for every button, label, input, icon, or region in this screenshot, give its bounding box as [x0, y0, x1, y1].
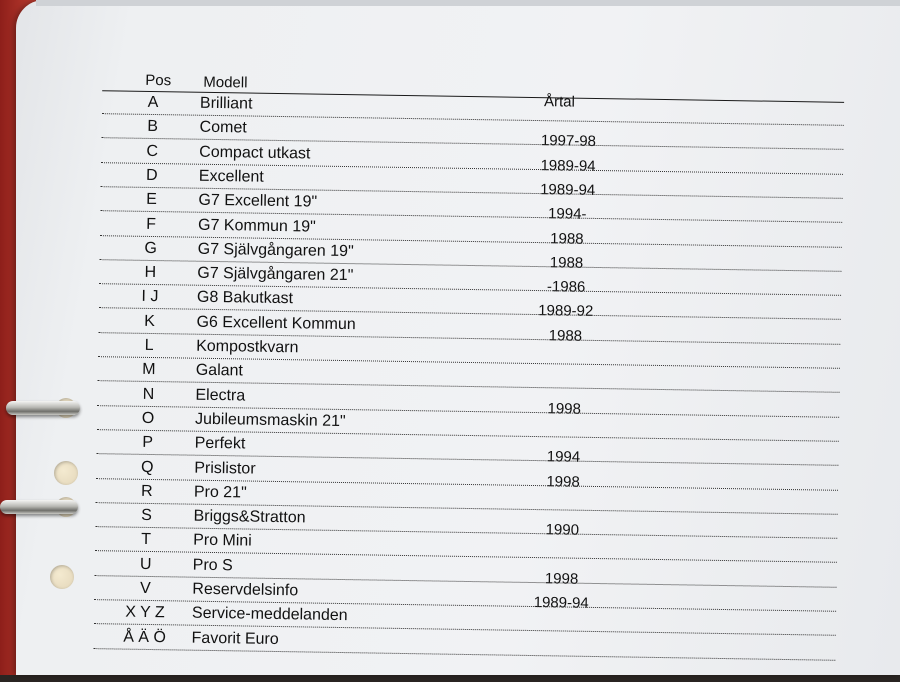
- row-modell: Pro Mini: [192, 532, 252, 550]
- row-pos: I J: [141, 288, 159, 306]
- row-modell: G8 Bakutkast: [196, 289, 294, 308]
- row-artal: 1994-: [547, 205, 587, 223]
- row-pos: M: [142, 361, 156, 379]
- row-artal: 1989-94: [540, 156, 596, 175]
- row-pos: F: [146, 215, 157, 233]
- row-modell: Prislistor: [194, 459, 256, 478]
- header-artal: Årtal: [543, 93, 576, 111]
- row-modell: Pro S: [192, 556, 233, 574]
- row-modell: Brilliant: [199, 94, 253, 113]
- row-artal: [496, 642, 626, 644]
- row-modell: G7 Kommun 19": [197, 216, 316, 236]
- row-artal: [498, 496, 628, 498]
- row-pos: Å Ä Ö: [123, 628, 167, 646]
- row-pos: R: [140, 482, 153, 500]
- row-artal: 1988: [548, 326, 583, 345]
- row-pos: N: [142, 385, 155, 403]
- row-modell: Kompostkvarn: [196, 337, 299, 357]
- row-modell: Excellent: [198, 167, 264, 186]
- row-pos: T: [141, 531, 152, 549]
- row-pos: X Y Z: [125, 603, 165, 622]
- row-pos: K: [144, 312, 156, 330]
- row-pos: A: [147, 93, 159, 112]
- row-modell: Comet: [199, 119, 247, 137]
- row-artal: 1988: [550, 229, 584, 248]
- row-artal: 1998: [546, 472, 580, 491]
- row-pos: V: [139, 579, 151, 598]
- row-pos: L: [144, 336, 154, 355]
- row-artal: 1997-98: [540, 132, 597, 151]
- row-pos: C: [146, 142, 159, 160]
- row-pos: G: [144, 239, 158, 257]
- row-pos: P: [142, 434, 154, 452]
- row-artal: 1989-94: [533, 594, 589, 612]
- row-modell: Jubileumsmaskin 21": [194, 410, 346, 430]
- row-modell: Service-meddelanden: [191, 604, 348, 625]
- row-artal: 1990: [545, 521, 580, 539]
- row-modell: Briggs&Stratton: [193, 507, 306, 527]
- row-artal: [504, 108, 634, 110]
- row-pos: B: [147, 118, 159, 136]
- row-modell: Reservdelsinfo: [192, 580, 299, 600]
- row-artal: 1994: [546, 448, 581, 466]
- row-pos: E: [146, 191, 157, 209]
- row-pos: H: [144, 263, 157, 282]
- row-modell: G7 Självgångaren 19": [197, 240, 354, 260]
- row-pos: U: [139, 555, 152, 573]
- row-modell: G7 Självgångaren 21": [197, 264, 354, 285]
- row-pos: D: [145, 166, 158, 184]
- row-artal: [496, 618, 626, 620]
- row-modell: Galant: [195, 361, 244, 380]
- row-modell: G7 Excellent 19": [198, 191, 318, 211]
- row-modell: Favorit Euro: [191, 629, 279, 648]
- header-modell: Modell: [203, 73, 248, 92]
- row-pos: S: [141, 506, 152, 525]
- row-artal: [497, 545, 627, 547]
- row-modell: Pro 21": [193, 483, 247, 502]
- row-artal: [499, 423, 629, 425]
- header-pos: Pos: [145, 71, 172, 90]
- row-artal: 1998: [544, 569, 579, 588]
- row-dotted-rule: [93, 648, 835, 661]
- row-modell: Compact utkast: [199, 143, 311, 163]
- row-artal: 1998: [547, 399, 582, 418]
- row-artal: [500, 375, 630, 377]
- row-modell: G6 Excellent Kommun: [196, 313, 356, 333]
- row-pos: O: [141, 409, 155, 427]
- row-artal: [500, 350, 630, 352]
- row-pos: Q: [140, 458, 154, 476]
- row-modell: Electra: [195, 386, 246, 405]
- row-artal: 1989-94: [540, 180, 596, 199]
- row-modell: Perfekt: [194, 434, 246, 453]
- row-artal: -1986: [546, 278, 586, 296]
- row-artal: 1988: [549, 254, 584, 272]
- row-artal: 1989-92: [538, 302, 594, 321]
